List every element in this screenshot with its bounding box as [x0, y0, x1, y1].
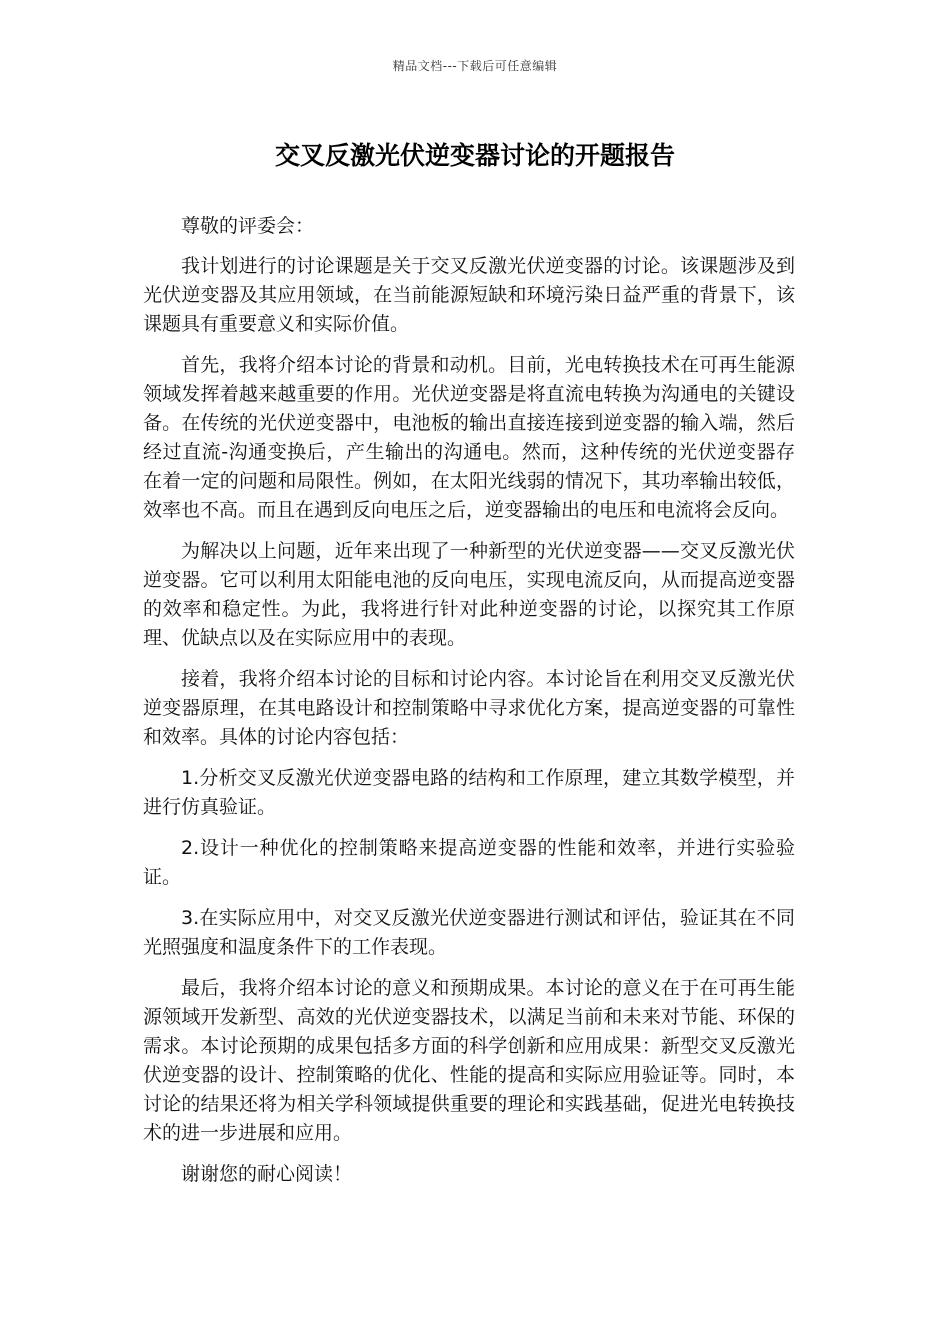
paragraph-goals: 接着，我将介绍本讨论的目标和讨论内容。本讨论旨在利用交叉反激光伏逆变器原理，在其电路设计和控制策略中寻求优化方案，提高逆变器的可靠性和效率。具体的讨论内容包括：: [143, 668, 795, 748]
paragraph-background: 首先，我将介绍本讨论的背景和动机。目前，光电转换技术在可再生能源领域发挥着越来越重要的作用。光伏逆变器是将直流电转换为沟通电的关键设备。在传统的光伏逆变器中，电池板的输出直接连接到逆变器的输入端，然后经过直流-沟通变换后，产生输出的沟通电。然而，这种传统的光伏逆变器存在着一定的问题和局限性。例如，在太阳光线弱的情况下，其功率输出较低，效率也不高。而且在遇到反向电压之后，逆变器输出的电压和电流将会反向。: [143, 354, 795, 521]
paragraph-intro: 我计划进行的讨论课题是关于交叉反激光伏逆变器的讨论。该课题涉及到光伏逆变器及其应用领域，在当前能源短缺和环境污染日益严重的背景下，该课题具有重要意义和实际价值。: [143, 255, 795, 335]
salutation: 尊敬的评委会：: [181, 215, 315, 237]
paragraph-solution: 为解决以上问题，近年来出现了一种新型的光伏逆变器——交叉反激光伏逆变器。它可以利用太阳能电池的反向电压，实现电流反向，从而提高逆变器的效率和稳定性。为此，我将进行针对此种逆变器的讨论，以探究其工作原理、优缺点以及在实际应用中的表现。: [143, 540, 795, 649]
list-item-2: 2.设计一种优化的控制策略来提高逆变器的性能和效率，并进行实验验证。: [143, 837, 795, 888]
document-body: [143, 212, 795, 1201]
document-title: 交叉反激光伏逆变器讨论的开题报告: [274, 141, 675, 170]
paragraph-significance: 最后，我将介绍本讨论的意义和预期成果。本讨论的意义在于在可再生能源领域开发新型、高效的光伏逆变器技术，以满足当前和未来对节能、环保的需求。本讨论预期的成果包括多方面的科学创新和应用成果：新型交叉反激光伏逆变器的设计、控制策略的优化、性能的提高和实际应用验证等。同时，本讨论的结果还将为相关学科领域提供重要的理论和实践基础，促进光电转换技术的进一步进展和应用。: [143, 977, 795, 1144]
list-item-1: 1.分析交叉反激光伏逆变器电路的结构和工作原理，建立其数学模型，并进行仿真验证。: [143, 767, 795, 818]
list-item-3: 3.在实际应用中，对交叉反激光伏逆变器进行测试和评估，验证其在不同光照强度和温度条件下的工作表现。: [143, 907, 795, 958]
header-note: 精品文档---下载后可任意编辑: [392, 59, 558, 73]
closing: 谢谢您的耐心阅读！: [181, 1163, 353, 1185]
